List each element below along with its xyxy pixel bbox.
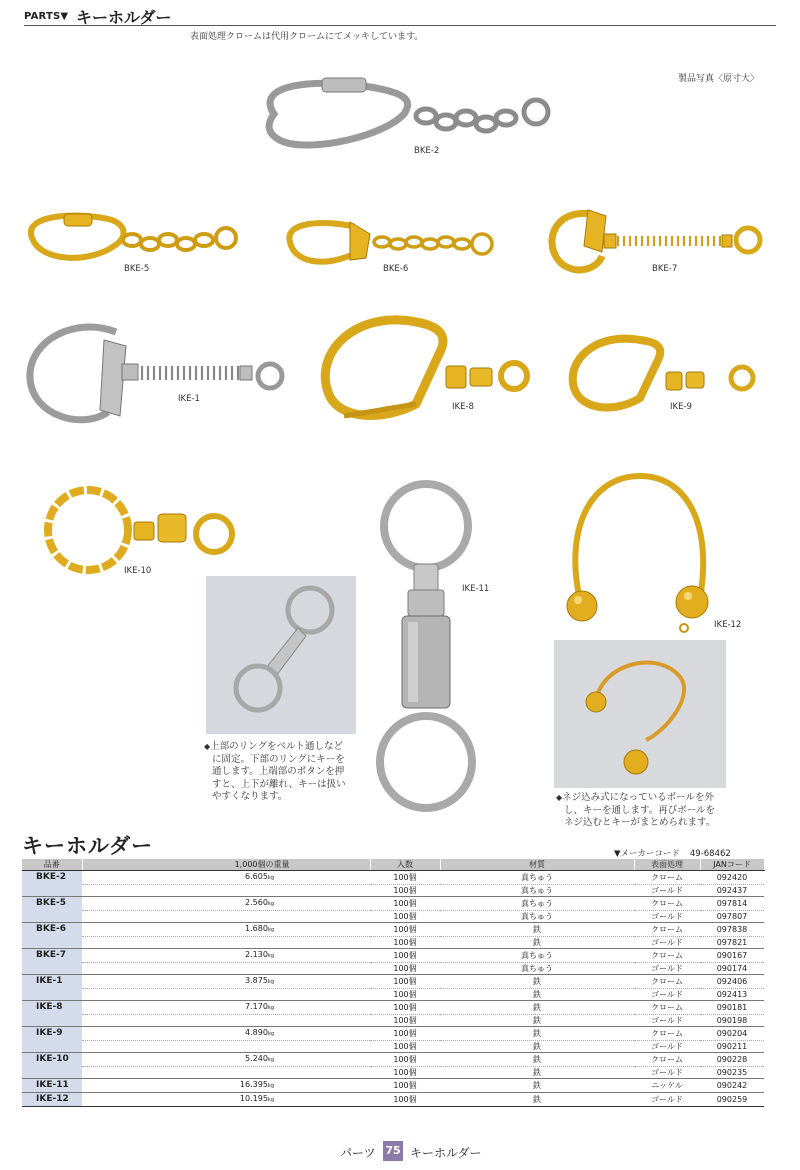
weight-unit: kg: [267, 1057, 274, 1063]
material-cell: 鉄: [440, 1001, 634, 1015]
qty-cell: 100個: [370, 1079, 440, 1093]
table-row: [22, 949, 764, 963]
material-cell: 真ちゅう: [440, 911, 634, 923]
product-code-cell: IKE-12: [22, 1093, 82, 1107]
finish-cell: クローム: [634, 1027, 700, 1041]
scale-note: 製品写真〈原寸大〉: [678, 74, 760, 84]
maker-code-value: 49-68462: [689, 849, 731, 859]
jan-cell: 090242: [700, 1079, 764, 1093]
product-code-cell: BKE-7: [22, 949, 82, 963]
material-cell: 真ちゅう: [440, 963, 634, 975]
photo-bke-6: [282, 214, 497, 270]
product-code-cell: BKE-2: [22, 871, 82, 885]
product-code-cell: IKE-9: [22, 1027, 82, 1041]
weight-unit: kg: [267, 1083, 274, 1089]
weight-value: 6.605: [245, 872, 268, 881]
table-row: [22, 1041, 764, 1053]
qty-cell: 100個: [370, 937, 440, 949]
qty-cell: 100個: [370, 911, 440, 923]
jan-cell: 090167: [700, 949, 764, 963]
label-bke-5: BKE-5: [124, 264, 150, 274]
material-cell: 鉄: [440, 1041, 634, 1053]
product-code-cell: BKE-5: [22, 897, 82, 911]
parts-label: PARTS▼: [24, 11, 69, 22]
weight-cell: [82, 937, 370, 949]
product-code-cell: [22, 911, 82, 923]
qty-cell: 100個: [370, 1027, 440, 1041]
photo-bke-5: [22, 208, 242, 268]
qty-cell: 100個: [370, 1053, 440, 1067]
material-cell: 鉄: [440, 1027, 634, 1041]
col-qty-header: 入数: [370, 859, 440, 871]
weight-cell: [82, 1079, 370, 1093]
weight-value: 4.890: [245, 1028, 268, 1037]
weight-cell: [82, 1041, 370, 1053]
weight-unit: kg: [267, 953, 274, 959]
maker-code: [614, 847, 731, 859]
product-code-cell: [22, 1041, 82, 1053]
jan-cell: 097807: [700, 911, 764, 923]
weight-unit: kg: [267, 927, 274, 933]
product-code-cell: [22, 963, 82, 975]
table-row: [22, 1079, 764, 1093]
product-code-cell: [22, 885, 82, 897]
material-cell: 鉄: [440, 1015, 634, 1027]
weight-cell: [82, 911, 370, 923]
photo-bke-2: [254, 74, 554, 154]
weight-value: 10.195: [239, 1094, 268, 1103]
table-row: [22, 975, 764, 989]
material-cell: 鉄: [440, 989, 634, 1001]
label-bke-7: BKE-7: [652, 264, 678, 274]
photo-ike-12-inset: [554, 640, 726, 788]
photo-ike-8: [316, 312, 541, 424]
jan-cell: 092437: [700, 885, 764, 897]
qty-cell: 100個: [370, 989, 440, 1001]
weight-cell: [82, 1027, 370, 1041]
weight-unit: kg: [267, 1097, 274, 1103]
qty-cell: 100個: [370, 897, 440, 911]
weight-cell: [82, 1001, 370, 1015]
weight-value: 3.875: [245, 976, 268, 985]
product-code-cell: BKE-6: [22, 923, 82, 937]
jan-cell: 090211: [700, 1041, 764, 1053]
weight-cell: [82, 1053, 370, 1067]
jan-cell: 097821: [700, 937, 764, 949]
page-footer: [0, 1141, 800, 1161]
weight-unit: kg: [267, 901, 274, 907]
finish-cell: ゴールド: [634, 937, 700, 949]
finish-cell: ゴールド: [634, 1041, 700, 1053]
col-code-header: 品番: [22, 859, 82, 871]
product-code-cell: [22, 989, 82, 1001]
product-code-cell: IKE-8: [22, 1001, 82, 1015]
qty-cell: 100個: [370, 1015, 440, 1027]
photo-ike-12: [560, 470, 720, 640]
qty-cell: 100個: [370, 1067, 440, 1079]
weight-cell: [82, 1093, 370, 1107]
product-code-cell: IKE-1: [22, 975, 82, 989]
jan-cell: 090228: [700, 1053, 764, 1067]
weight-unit: kg: [267, 875, 274, 881]
table-header-row: [22, 859, 764, 871]
col-material-header: 材質: [440, 859, 634, 871]
label-ike-12: IKE-12: [714, 620, 742, 630]
material-cell: 真ちゅう: [440, 871, 634, 885]
qty-cell: 100個: [370, 885, 440, 897]
qty-cell: 100個: [370, 1093, 440, 1107]
finish-cell: ゴールド: [634, 1093, 700, 1107]
table-row: [22, 989, 764, 1001]
finish-cell: クローム: [634, 949, 700, 963]
weight-cell: [82, 897, 370, 911]
weight-cell: [82, 975, 370, 989]
table-row: [22, 1015, 764, 1027]
photo-ike-10: [38, 478, 240, 578]
weight-value: 2.130: [245, 950, 268, 959]
finish-cell: ゴールド: [634, 1067, 700, 1079]
caption-ike-12: ◆ネジ込み式になっているボールを外 し、キーを通します。再びボールを ネジ込むとキーがまとめられます。: [556, 792, 716, 828]
caption-ike-11: ◆上部のリングをベルト通しなど に固定。下部のリングにキーを 通します。上端部のボタンを押 すと、上下が離れ、キーは扱い やすくなります。: [204, 741, 346, 802]
table-row: [22, 885, 764, 897]
material-cell: 鉄: [440, 1067, 634, 1079]
material-cell: 真ちゅう: [440, 885, 634, 897]
table-row: [22, 1093, 764, 1107]
table-row: [22, 963, 764, 975]
jan-cell: 097814: [700, 897, 764, 911]
label-ike-11: IKE-11: [462, 584, 490, 594]
weight-cell: [82, 871, 370, 885]
finish-cell: クローム: [634, 1053, 700, 1067]
qty-cell: 100個: [370, 923, 440, 937]
jan-cell: 092406: [700, 975, 764, 989]
qty-cell: 100個: [370, 1001, 440, 1015]
weight-cell: [82, 1015, 370, 1027]
label-ike-9: IKE-9: [670, 402, 692, 412]
material-cell: 鉄: [440, 1093, 634, 1107]
photo-ike-9: [566, 332, 766, 414]
table-row: [22, 897, 764, 911]
weight-cell: [82, 963, 370, 975]
jan-cell: 090198: [700, 1015, 764, 1027]
qty-cell: 100個: [370, 949, 440, 963]
weight-cell: [82, 1067, 370, 1079]
material-cell: 鉄: [440, 1079, 634, 1093]
qty-cell: 100個: [370, 871, 440, 885]
qty-cell: 100個: [370, 963, 440, 975]
table-row: [22, 871, 764, 885]
jan-cell: 090235: [700, 1067, 764, 1079]
jan-cell: 097838: [700, 923, 764, 937]
weight-value: 2.560: [245, 898, 268, 907]
finish-cell: ゴールド: [634, 911, 700, 923]
table-row: [22, 1053, 764, 1067]
jan-cell: 090174: [700, 963, 764, 975]
finish-cell: ゴールド: [634, 1015, 700, 1027]
product-code-cell: IKE-10: [22, 1053, 82, 1067]
page-number: 75: [383, 1141, 403, 1161]
col-finish-header: 表面処理: [634, 859, 700, 871]
table-row: [22, 1027, 764, 1041]
weight-cell: [82, 885, 370, 897]
section-title: キーホルダー: [22, 834, 154, 858]
caption-mark: ◆: [204, 742, 211, 751]
material-cell: 鉄: [440, 975, 634, 989]
label-bke-6: BKE-6: [383, 264, 409, 274]
table-row: [22, 923, 764, 937]
page-title: キーホルダー: [76, 8, 172, 27]
jan-cell: 090259: [700, 1093, 764, 1107]
finish-cell: ゴールド: [634, 885, 700, 897]
weight-value: 7.170: [245, 1002, 268, 1011]
weight-unit: kg: [267, 1005, 274, 1011]
col-jan-header: JANコード: [700, 859, 764, 871]
material-cell: 鉄: [440, 923, 634, 937]
photo-ike-11: [372, 478, 480, 818]
weight-value: 16.395: [239, 1080, 268, 1089]
label-ike-10: IKE-10: [124, 566, 152, 576]
footer-section: パーツ: [340, 1146, 376, 1160]
weight-unit: kg: [267, 979, 274, 985]
weight-cell: [82, 989, 370, 1001]
finish-cell: クローム: [634, 897, 700, 911]
finish-cell: ニッケル: [634, 1079, 700, 1093]
jan-cell: 092413: [700, 989, 764, 1001]
finish-cell: クローム: [634, 1001, 700, 1015]
qty-cell: 100個: [370, 1041, 440, 1053]
weight-unit: kg: [267, 1031, 274, 1037]
table-row: [22, 911, 764, 923]
photo-ike-11-inset: [206, 576, 356, 734]
material-cell: 真ちゅう: [440, 949, 634, 963]
product-code-cell: [22, 1067, 82, 1079]
product-code-cell: [22, 937, 82, 949]
maker-code-label: ▼メーカーコード: [614, 849, 680, 859]
label-ike-1: IKE-1: [178, 394, 200, 404]
weight-cell: [82, 949, 370, 963]
material-cell: 真ちゅう: [440, 897, 634, 911]
jan-cell: 092420: [700, 871, 764, 885]
table-row: [22, 937, 764, 949]
plating-note: 表面処理クロームは代用クロームにてメッキしています。: [190, 32, 424, 42]
table-row: [22, 1001, 764, 1015]
spec-table: [22, 859, 765, 1107]
weight-value: 5.240: [245, 1054, 268, 1063]
qty-cell: 100個: [370, 975, 440, 989]
finish-cell: ゴールド: [634, 989, 700, 1001]
product-code-cell: IKE-11: [22, 1079, 82, 1093]
finish-cell: クローム: [634, 923, 700, 937]
page-header: [24, 4, 776, 26]
finish-cell: ゴールド: [634, 963, 700, 975]
col-weight-header: 1,000個の重量: [82, 859, 370, 871]
material-cell: 鉄: [440, 1053, 634, 1067]
product-code-cell: [22, 1015, 82, 1027]
photo-ike-1: [26, 320, 291, 432]
finish-cell: クローム: [634, 871, 700, 885]
material-cell: 鉄: [440, 937, 634, 949]
label-bke-2: BKE-2: [414, 146, 440, 156]
label-ike-8: IKE-8: [452, 402, 474, 412]
finish-cell: クローム: [634, 975, 700, 989]
footer-category: キーホルダー: [410, 1146, 482, 1160]
jan-cell: 090204: [700, 1027, 764, 1041]
weight-cell: [82, 923, 370, 937]
table-row: [22, 1067, 764, 1079]
weight-value: 1.680: [245, 924, 268, 933]
jan-cell: 090181: [700, 1001, 764, 1015]
